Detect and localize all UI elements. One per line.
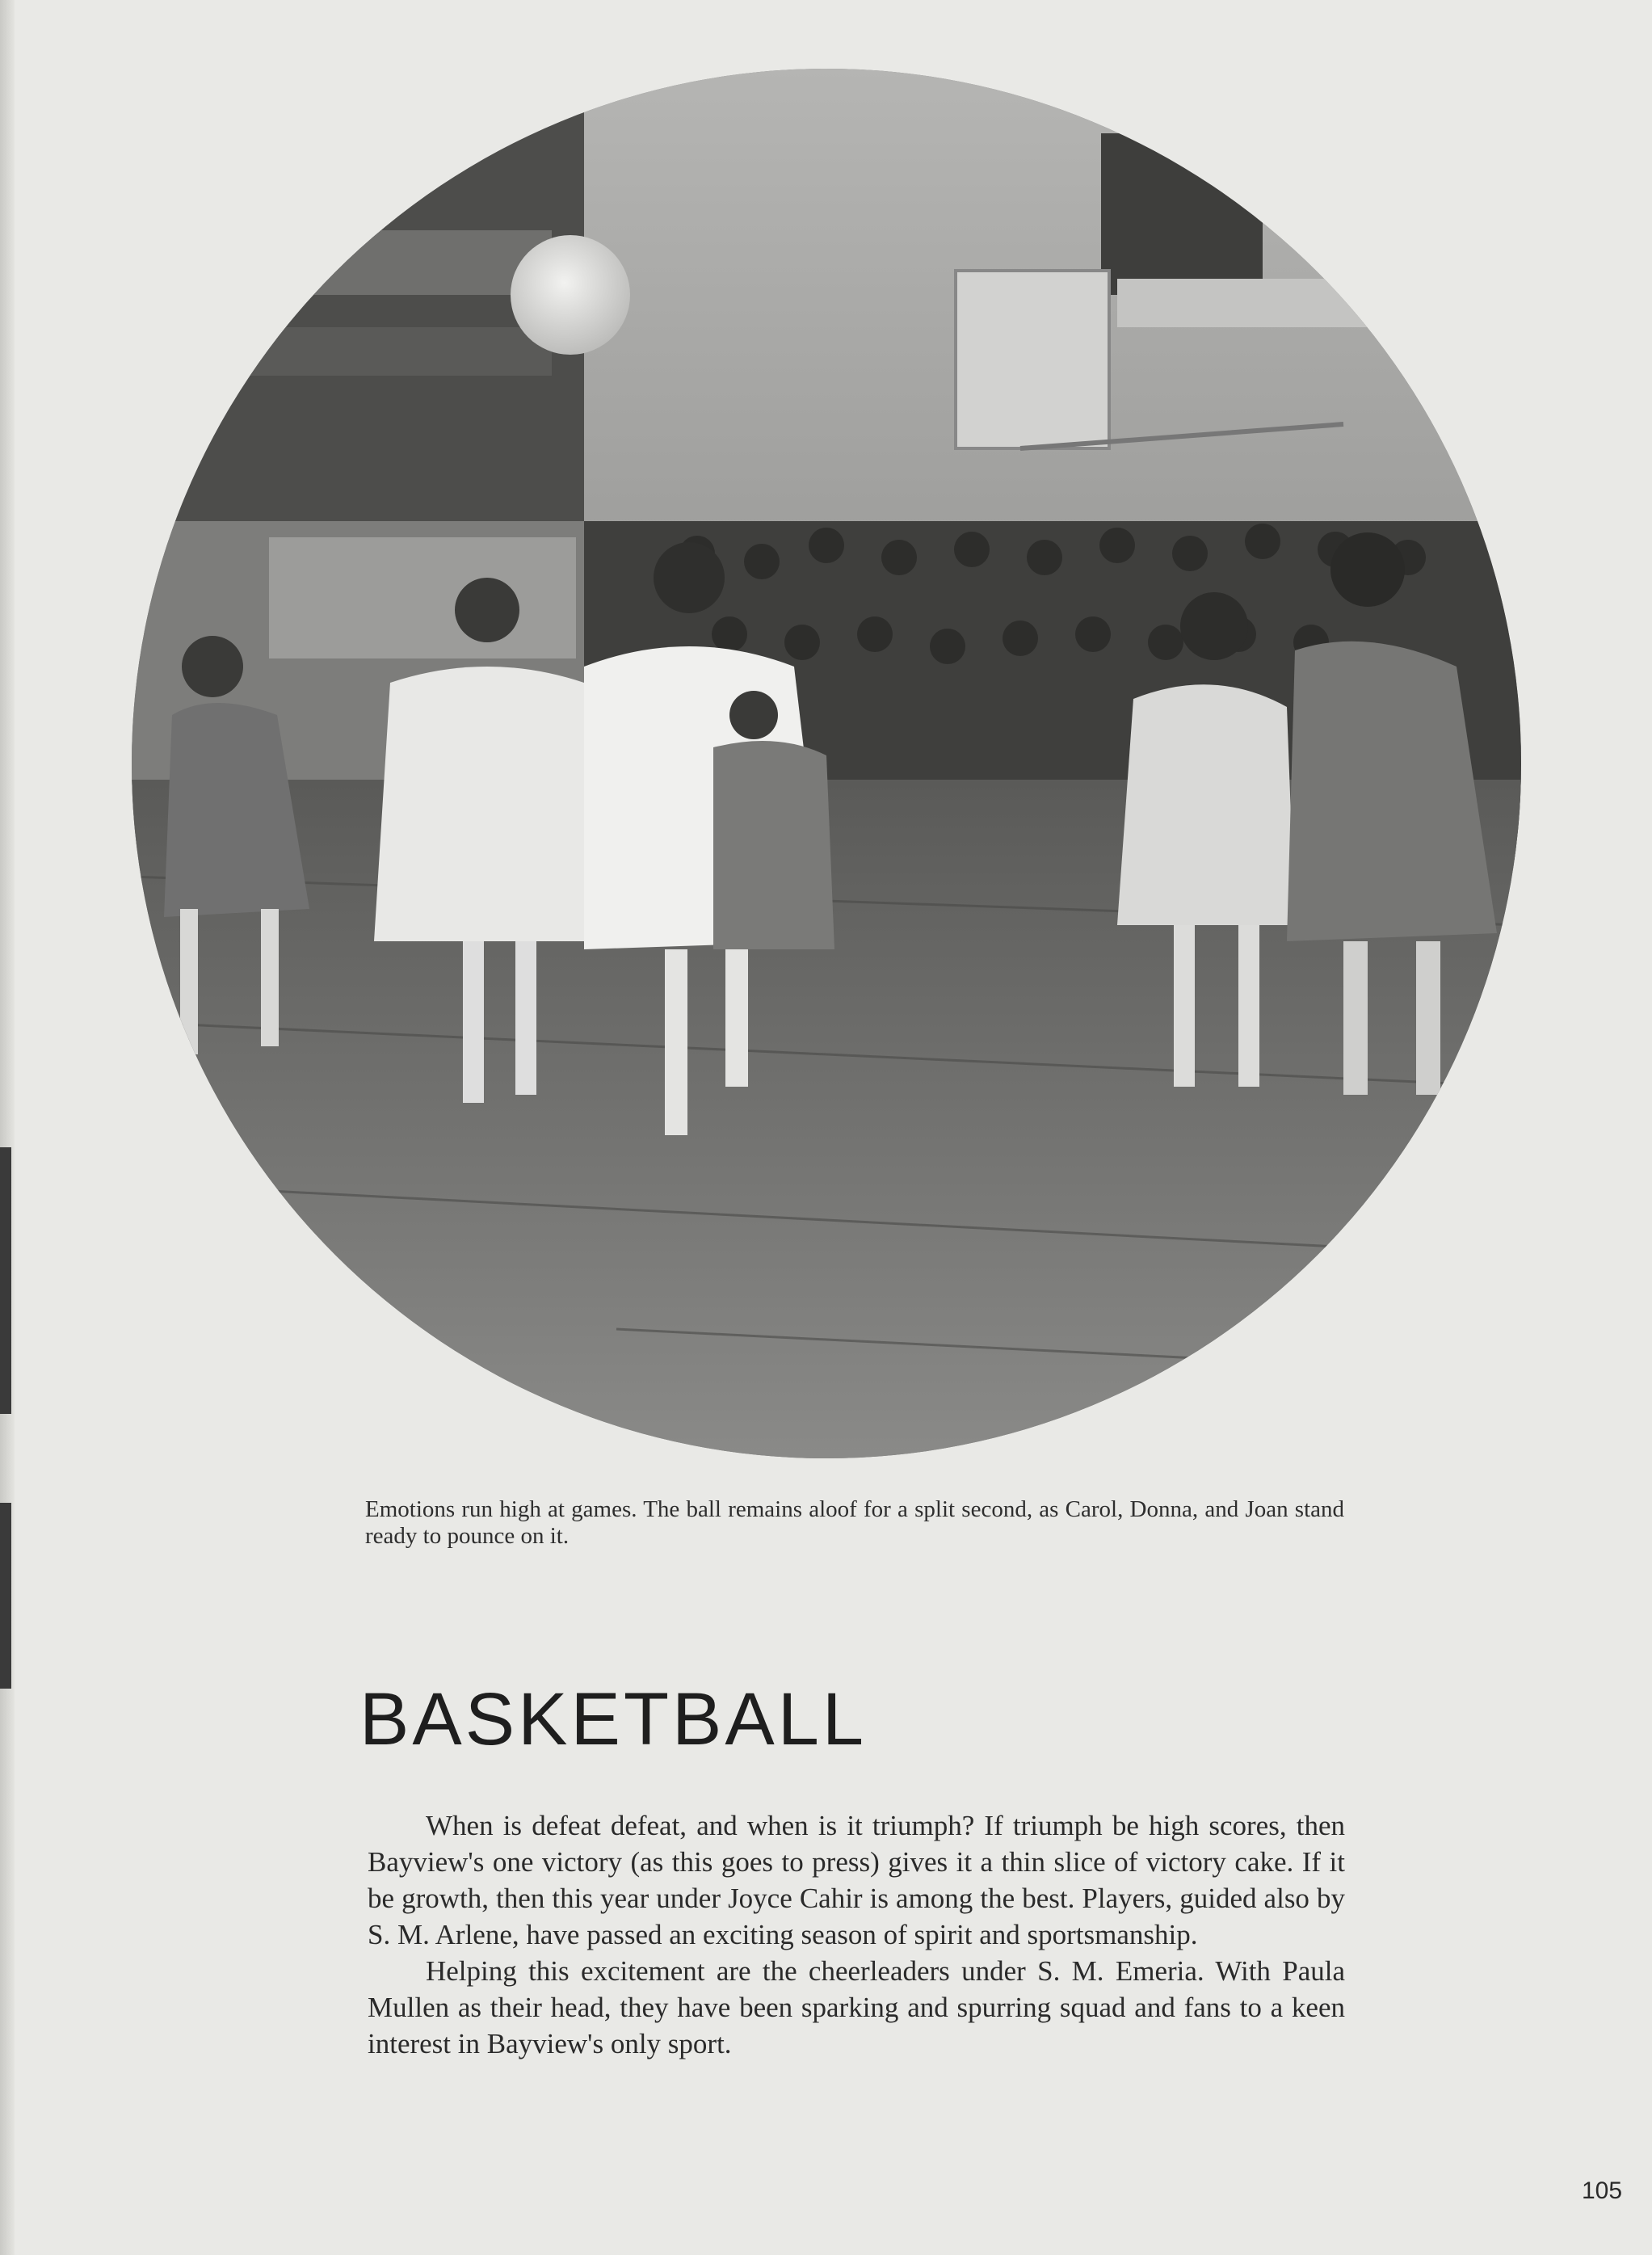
article-body	[368, 1807, 1345, 2062]
basketball-game-photo	[132, 69, 1521, 1458]
paragraph: Helping this excitement are the cheerleaders under S. M. Emeria. With Paula Mullen as their head, they have been sparking and spurring squad and fans to a keen interest in Bayview's only sport.	[368, 1955, 1345, 2059]
photo-illustration	[132, 69, 1521, 1458]
photo-caption: Emotions run high at games. The ball remains aloof for a split second, as Carol, Donna, and Joan stand ready to pounce on it.	[365, 1496, 1344, 1549]
page-number: 105	[1582, 2177, 1623, 2204]
edge-mark	[0, 1503, 11, 1689]
edge-mark	[0, 1147, 11, 1414]
paragraph: When is defeat defeat, and when is it triumph? If triumph be high scores, then Bayview's one victory (as this goes to press) gives it a thin slice of victory cake. If it be growth, then this year under Joyce Cahir is among the best. Players, guided also by S. M. Arlene, have passed an exciting season of spirit and sportsmanship.	[368, 1810, 1345, 1950]
page-binding-edge	[0, 0, 15, 2255]
page-title: BASKETBALL	[359, 1678, 868, 1761]
